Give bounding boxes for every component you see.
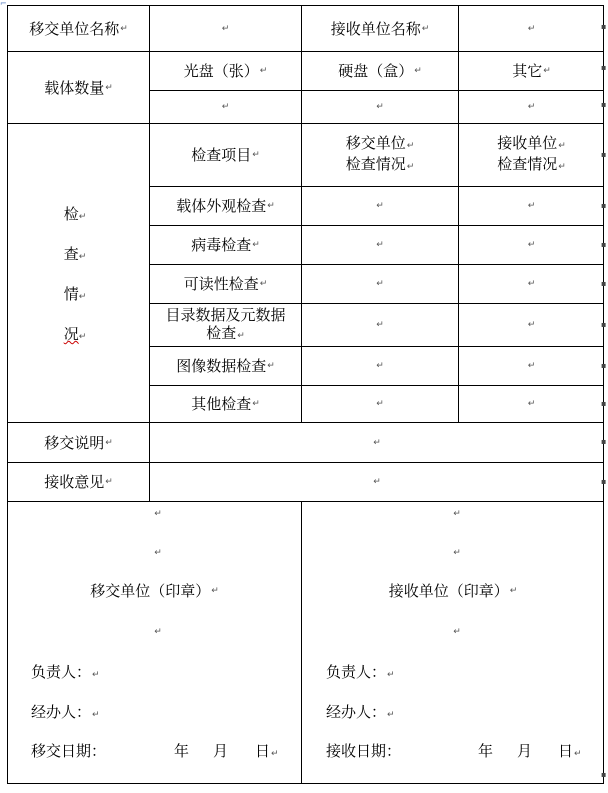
corner-marker: ⌐	[0, 0, 7, 8]
row-end-marker: ▪	[601, 477, 607, 486]
row-end-marker: ▪	[601, 361, 607, 370]
transfer-inspection-result[interactable]: ↵	[376, 320, 384, 330]
row-end-marker: ▪	[601, 279, 607, 288]
receive-unit-name-value[interactable]: ↵	[527, 23, 536, 34]
receive-date-day: 日↵	[558, 742, 582, 760]
receive-seal-label: 接收单位（印章） ↵	[388, 582, 518, 600]
transfer-note-label: 移交说明 ↵	[44, 433, 113, 452]
optical-disc-count[interactable]: ↵	[221, 102, 230, 112]
receive-inspection-result[interactable]: ↵	[527, 320, 536, 330]
row-divider	[7, 501, 604, 502]
optical-disc-header: 光盘（张） ↵	[183, 62, 268, 80]
receive-date-label: 接收日期：	[326, 742, 402, 760]
transfer-date-label: 移交日期：	[31, 742, 107, 760]
receive-inspection-result[interactable]: ↵	[527, 361, 536, 371]
row-end-marker: ▪	[601, 100, 607, 109]
inspection-section-char: 检↵	[63, 205, 87, 223]
transfer-date-month: 月	[213, 742, 229, 760]
inspection-item: 病毒检查 ↵	[191, 236, 260, 254]
other-carrier-count[interactable]: ↵	[527, 102, 536, 112]
paragraph-mark: ↵	[154, 509, 162, 519]
transfer-inspection-result[interactable]: ↵	[376, 240, 384, 250]
carrier-count-label: 载体数量 ↵	[44, 78, 113, 97]
receive-inspection-status-header: 接收单位↵ 检查情况↵	[497, 134, 566, 173]
transfer-note-value[interactable]: ↵	[373, 437, 381, 448]
paragraph-mark: ↵	[453, 627, 461, 637]
receive-handler-label: 经办人：↵	[326, 703, 395, 721]
inspection-section-char: 查↵	[63, 245, 87, 263]
paragraph-mark: ↵	[453, 548, 461, 558]
transfer-inspection-status-header: 移交单位↵ 检查情况↵	[345, 134, 415, 173]
inspection-item-header: 检查项目 ↵	[191, 146, 260, 164]
transfer-unit-name-value[interactable]: ↵	[221, 23, 230, 34]
inspection-item: 载体外观检查 ↵	[176, 197, 275, 215]
transfer-inspection-result[interactable]: ↵	[376, 201, 384, 211]
inspection-section-char: 情↵	[63, 285, 87, 303]
inspection-section-char: 况↵	[63, 325, 87, 343]
transfer-seal-label: 移交单位（印章） ↵	[90, 582, 219, 600]
row-end-marker: ▪	[601, 201, 607, 210]
row-end-marker: ▪	[601, 63, 607, 72]
row-end-marker: ▪	[601, 240, 607, 249]
receive-inspection-result[interactable]: ↵	[527, 279, 536, 289]
hard-disk-count[interactable]: ↵	[376, 102, 384, 112]
receive-inspection-result[interactable]: ↵	[527, 240, 536, 250]
receive-opinion-value[interactable]: ↵	[373, 477, 381, 487]
receive-opinion-label: 接收意见 ↵	[44, 473, 113, 491]
inspection-item: 目录数据及元数据 检查↵	[165, 305, 286, 342]
row-end-marker: ▪	[601, 399, 607, 408]
transfer-inspection-result[interactable]: ↵	[376, 279, 384, 289]
inspection-item: 其他检查 ↵	[191, 395, 260, 413]
transfer-responsible-label: 负责人：↵	[31, 663, 100, 681]
receive-inspection-result[interactable]: ↵	[527, 399, 536, 409]
other-carrier-header: 其它 ↵	[512, 62, 551, 80]
row-end-marker: ▪	[601, 150, 607, 159]
paragraph-mark: ↵	[453, 509, 461, 519]
paragraph-mark: ↵	[154, 627, 162, 637]
row-end-marker: ▪	[601, 22, 607, 31]
receive-unit-name-label: 接收单位名称 ↵	[330, 19, 430, 38]
col-divider	[301, 501, 302, 784]
receive-date-year: 年	[478, 742, 494, 760]
receive-responsible-label: 负责人：↵	[326, 663, 395, 681]
receive-inspection-result[interactable]: ↵	[527, 201, 536, 211]
row-end-marker: ▪	[601, 437, 607, 446]
receive-date-month: 月	[517, 742, 533, 760]
row-end-marker: ▪	[601, 770, 607, 779]
transfer-inspection-result[interactable]: ↵	[376, 399, 384, 409]
row-end-marker: ▪	[601, 320, 607, 329]
paragraph-mark: ↵	[154, 548, 162, 558]
transfer-handler-label: 经办人：↵	[31, 703, 100, 721]
transfer-unit-name-label: 移交单位名称 ↵	[29, 19, 128, 38]
transfer-date-year: 年	[174, 742, 190, 760]
inspection-item: 图像数据检查 ↵	[176, 357, 275, 375]
inspection-item: 可读性检查 ↵	[183, 275, 268, 293]
transfer-inspection-result[interactable]: ↵	[376, 361, 384, 371]
hard-disk-header: 硬盘（盒） ↵	[338, 62, 422, 80]
transfer-date-day: 日↵	[255, 742, 279, 760]
